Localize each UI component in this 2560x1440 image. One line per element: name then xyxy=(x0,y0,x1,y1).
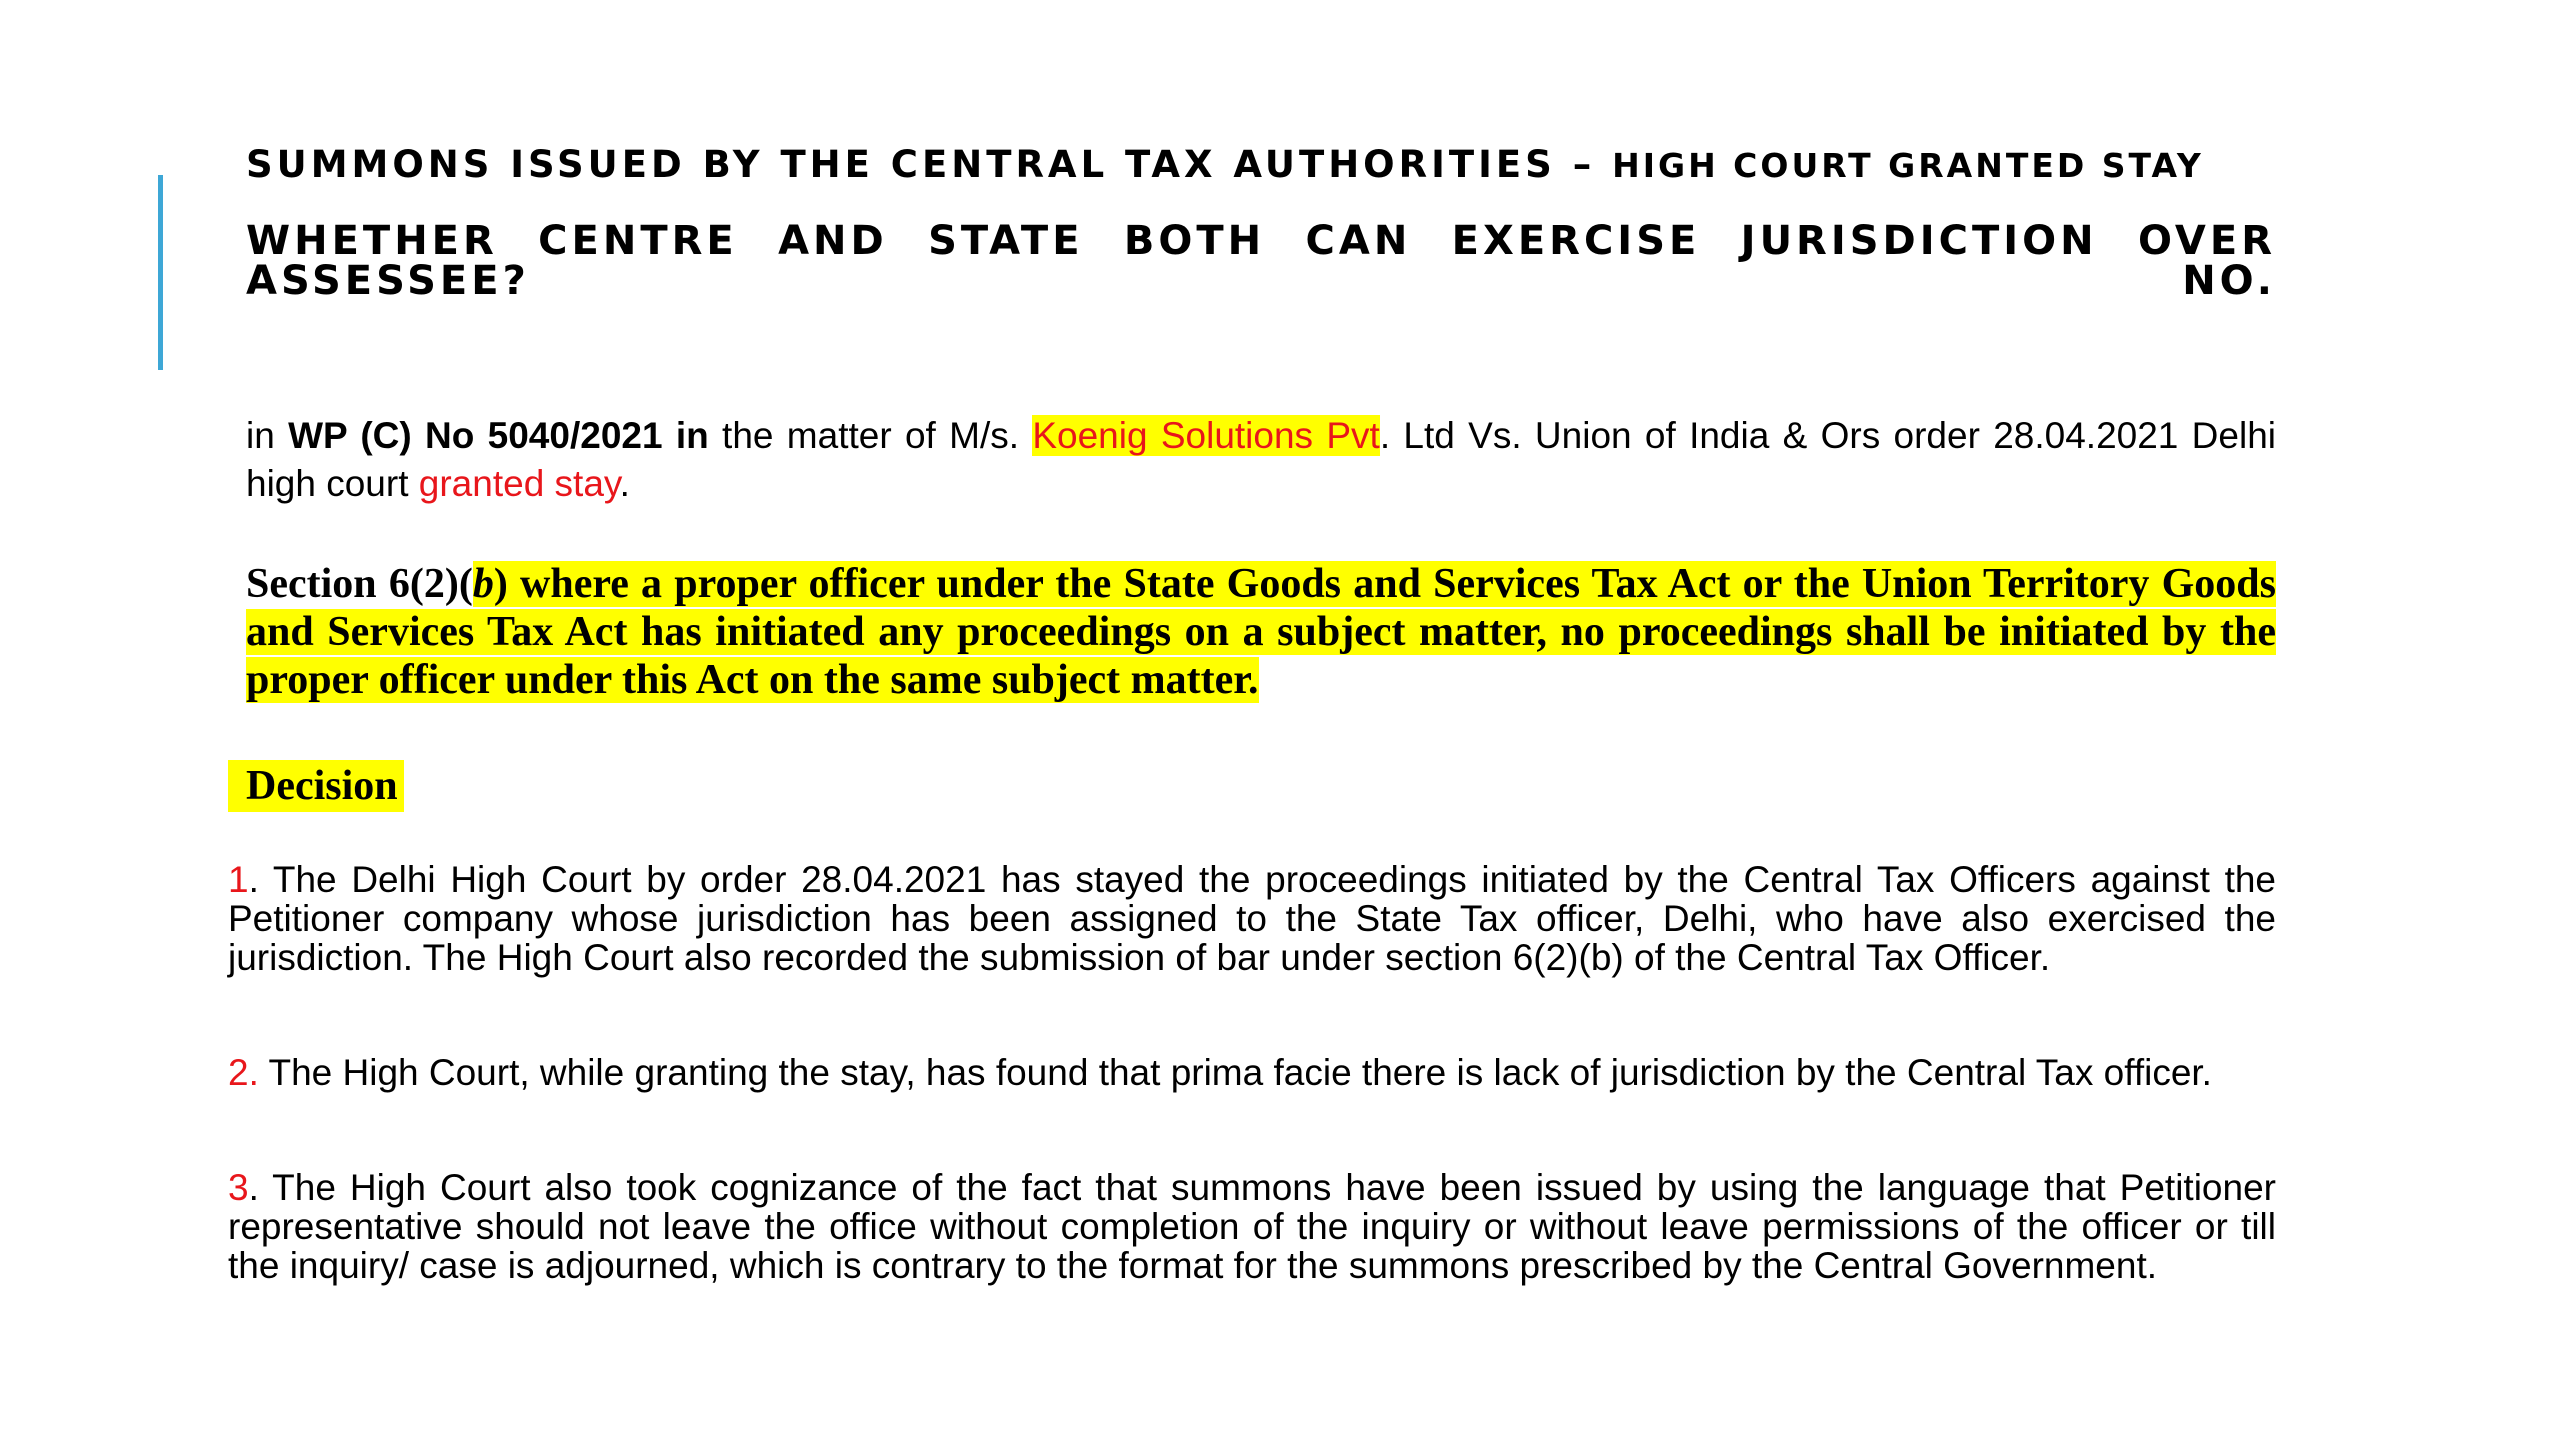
case-paragraph xyxy=(246,412,2276,508)
case-status: granted stay xyxy=(418,463,620,504)
section-label xyxy=(246,561,508,607)
slide-title-main: SUMMONS ISSUED BY THE CENTRAL TAX AUTHORITIES – xyxy=(246,143,1596,186)
decision-item-text: . The Delhi High Court by order 28.04.2021 has stayed the proceedings initiated by the Central Tax Officers against the Petitioner company whose jurisdiction has been assigned to the State Tax officer, Delhi, who have also exercised the jurisdiction. The High Court also recorded the submission of bar under section 6(2)(b) of the Central Tax Officer. xyxy=(228,859,2276,978)
decision-item-1 xyxy=(228,860,2276,977)
slide-question: WHETHER CENTRE AND STATE BOTH CAN EXERCISE JURISDICTION OVER ASSESSEE? NO. xyxy=(246,218,2276,304)
decision-item-number: 2. xyxy=(228,1052,259,1093)
slide-title xyxy=(246,140,2276,191)
case-rest: . Ltd Vs. Union of India & Ors order 28.04.2021 Delhi high court xyxy=(246,415,2276,504)
decision-item-text: . The High Court also took cognizance of the fact that summons have been issued by using the language that Petitioner representative should not leave the office without completion of the inquiry or without leave permissions of the officer or till the inquiry/ case is adjourned, which is contrary to the format for the summons prescribed by the Central Government. xyxy=(228,1167,2276,1286)
case-middle: the matter of M/s. xyxy=(708,415,1033,456)
section-text: where a proper officer under the State Goods and Services Tax Act or the Union Territory Goods and Services Tax Act has initiated any proceedings on a subject matter, no proceedings shall be initiated by the proper officer under this Act on the same subject matter. xyxy=(246,561,2276,703)
decision-item-number: 3 xyxy=(228,1167,249,1208)
decision-heading: Decision xyxy=(228,760,404,812)
section-quote xyxy=(246,560,2276,704)
case-party: Koenig Solutions Pvt xyxy=(1032,415,1380,456)
case-number: WP (C) No 5040/2021 in xyxy=(288,415,709,456)
section-label-a: Section 6(2)( xyxy=(246,561,473,607)
decision-item-2 xyxy=(228,1053,2276,1092)
decision-item-text: The High Court, while granting the stay, has found that prima facie there is lack of jurisdiction by the Central Tax officer. xyxy=(258,1052,2212,1093)
section-label-b: b xyxy=(472,561,494,607)
slide-heading xyxy=(246,140,2276,304)
slide-title-sub: HIGH COURT GRANTED STAY xyxy=(1612,146,2204,185)
section-label-c: ) xyxy=(493,561,508,607)
case-end: . xyxy=(619,463,630,504)
accent-bar xyxy=(158,175,163,370)
decision-item-number: 1 xyxy=(228,859,249,900)
decision-item-3 xyxy=(228,1168,2276,1285)
case-prefix: in xyxy=(246,415,289,456)
